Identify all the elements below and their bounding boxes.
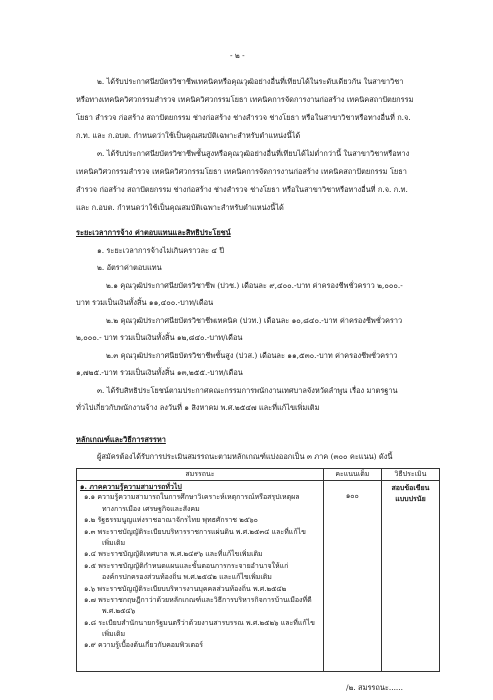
text-line: เทคนิควิศวกรรมสำรวจ เทคนิควิศวกรรมโยธา เทคนิคการจัดการงานก่อสร้าง เทคนิคสถาปัตยกรรม โยธา	[76, 167, 407, 176]
text-line: บาท รวมเป็นเงินทั้งสิ้น ๑๑,๔๐๐.-บาท/เดือน	[76, 298, 214, 307]
text-line: ก.ท. และ ก.อบต. กำหนดว่าใช้เป็นคุณสมบัติเฉพาะสำหรับตำแหน่งนี้ได้	[76, 131, 301, 140]
list-item: ๑.๔ พระราชบัญญัติเทศบาล พ.ศ.๒๔๙๖ และที่แก้ไขเพิ่มเติม	[84, 550, 263, 559]
list-item: ๑.๕ พระราชบัญญัติกำหนดแผนและขั้นตอนการกระจายอำนาจให้แก่	[84, 561, 289, 570]
text-line: ๓. ได้รับประกาศนียบัตรวิชาชีพชั้นสูงหรือคุณวุฒิอย่างอื่นที่เทียบได้ไม่ต่ำกว่านี้ ในสาขาวิชาหรือทาง	[97, 149, 410, 158]
list-item: ๑.๖ พระราชบัญญัติระเบียบบริหารงานบุคคลส่วนท้องถิ่น พ.ศ.๒๕๔๒	[84, 584, 287, 593]
text-line: ๒.๓ คุณวุฒิประกาศนียบัตรวิชาชีพชั้นสูง (ปวส.) เดือนละ ๑๑,๕๓๐.-บาท ค่าครองชีพชั่วคราว	[106, 351, 398, 360]
col-header-competency: สมรรถนะ	[77, 469, 324, 481]
competency-list-cell	[77, 481, 324, 672]
table-header-row	[77, 469, 440, 481]
list-item: ๑.๗ พระราชกฤษฎีกาว่าด้วยหลักเกณฑ์และวิธีการบริหารกิจการบ้านเมืองที่ดี	[84, 595, 312, 604]
text-line: ๒.๒ คุณวุฒิประกาศนียบัตรวิชาชีพเทคนิค (ปวท.) เดือนละ ๑๐,๘๔๐.-บาท ค่าครองชีพชั่วคราว	[106, 316, 403, 325]
criteria-intro: ผู้สมัครต้องได้รับการประเมินสมรรถนะตามหลักเกณฑ์แบ่งออกเป็น ๓ ภาค (๓๐๐ คะแนน) ดังนี้	[97, 452, 393, 461]
text-line: ๒. ได้รับประกาศนียบัตรวิชาชีพเทคนิคหรือคุณวุฒิอย่างอื่นที่เทียบได้ในระดับเดียวกัน ในสาขาวิชา	[97, 77, 404, 86]
text-line: ๑. ระยะเวลาการจ้างไม่เกินคราวละ ๔ ปี	[97, 246, 225, 255]
list-item: เพิ่มเติม	[102, 538, 126, 547]
col-header-method: วิธีประเมิน	[381, 469, 439, 481]
text-line: หรือทางเทคนิควิศวกรรมสำรวจ เทคนิควิศวกรรมโยธา เทคนิคการจัดการงานก่อสร้าง เทคนิคสถาปัตยกรรม	[76, 95, 414, 104]
benefits-line-2: ทั่วไปเกี่ยวกับพนักงานจ้าง ลงวันที่ ๑ สิงหาคม พ.ศ.๒๕๔๗ และที่แก้ไขเพิ่มเติม	[76, 403, 320, 412]
text-line: โยธา สำรวจ ก่อสร้าง สถาปัตยกรรม ช่างก่อสร้าง ช่างสำรวจ ช่างโยธา หรือในสาขาวิชาหรือทางอื่นที่ ก.จ.	[76, 113, 411, 122]
list-item: ทางการเมือง เศรษฐกิจและสังคม	[102, 504, 200, 513]
list-item: ๑.๓ พระราชบัญญัติระเบียบบริหารราชการแผ่นดิน พ.ศ.๒๕๓๔ และที่แก้ไข	[84, 527, 306, 536]
group-score-cell	[323, 481, 381, 672]
text-line: ๒.๑ คุณวุฒิประกาศนียบัตรวิชาชีพ (ปวช.) เดือนละ ๙,๔๐๐.-บาท ค่าครองชีพชั่วคราว ๒,๐๐๐.-	[106, 281, 403, 290]
table-row	[77, 481, 440, 672]
group-score: ๑๐๐	[345, 492, 359, 500]
text-line: และ ก.อบต. กำหนดว่าใช้เป็นคุณสมบัติเฉพาะสำหรับตำแหน่งนี้ได้	[76, 203, 284, 212]
list-item: ๑.๙ ความรู้เบื้องต้นเกี่ยวกับคอมพิวเตอร์	[84, 641, 204, 650]
col-header-full-score: คะแนนเต็ม	[323, 469, 381, 481]
list-item: ๑.๒ รัฐธรรมนูญแห่งราชอาณาจักรไทย พุทธศักราช ๒๕๖๐	[84, 516, 258, 525]
method-line: สอบข้อเขียน	[391, 483, 430, 492]
text-line: ๒. อัตราค่าตอบแทน	[97, 263, 162, 272]
competency-table	[76, 468, 440, 672]
text-line: สำรวจ ก่อสร้าง สถาปัตยกรรม ช่างก่อสร้าง ช่างสำรวจ ช่างโยธา หรือในสาขาวิชาหรือทางอื่นที่ ก.จ. ก.ท.	[76, 185, 408, 194]
group-title: ๑. ภาคความรู้ความสามารถทั่วไป	[80, 482, 182, 491]
list-item: ๑.๑ ความรู้ความสามารถในการศึกษาวิเคราะห์เหตุการณ์หรือสรุปเหตุผล	[84, 493, 300, 502]
continue-footer: /๒. สมรรถนะ......	[346, 683, 403, 692]
text-line: ๑,๗๒๕.-บาท รวมเป็นเงินทั้งสิ้น ๑๓,๒๕๕.-บาท/เดือน	[76, 368, 243, 377]
list-item: พ.ศ.๒๕๔๖	[102, 607, 136, 616]
list-item: ๑.๘ ระเบียบสำนักนายกรัฐมนตรีว่าด้วยงานสารบรรณ พ.ศ.๒๕๒๖ และที่แก้ไข	[84, 618, 315, 627]
benefits-line-1: ๓. ได้รับสิทธิประโยชน์ตามประกาศคณะกรรมการพนักงานเทศบาลจังหวัดลำพูน เรื่อง มาตรฐาน	[97, 386, 398, 395]
employment-section-heading: ระยะเวลาการจ้าง ค่าตอบแทนและสิทธิประโยชน์	[76, 228, 231, 237]
method-line: แบบปรนัย	[395, 494, 426, 503]
page-number: - ๒ -	[230, 51, 245, 60]
list-item: เพิ่มเติม	[102, 630, 126, 639]
text-line: ๒,๐๐๐.- บาท รวมเป็นเงินทั้งสิ้น ๑๒,๘๔๐.-บาท/เดือน	[76, 333, 243, 342]
list-item: องค์กรปกครองส่วนท้องถิ่น พ.ศ.๒๕๔๒ และแก้ไขเพิ่มเติม	[102, 573, 272, 582]
criteria-section-heading: หลักเกณฑ์และวิธีการสรรหา	[76, 435, 166, 444]
group-method-cell	[381, 481, 439, 672]
